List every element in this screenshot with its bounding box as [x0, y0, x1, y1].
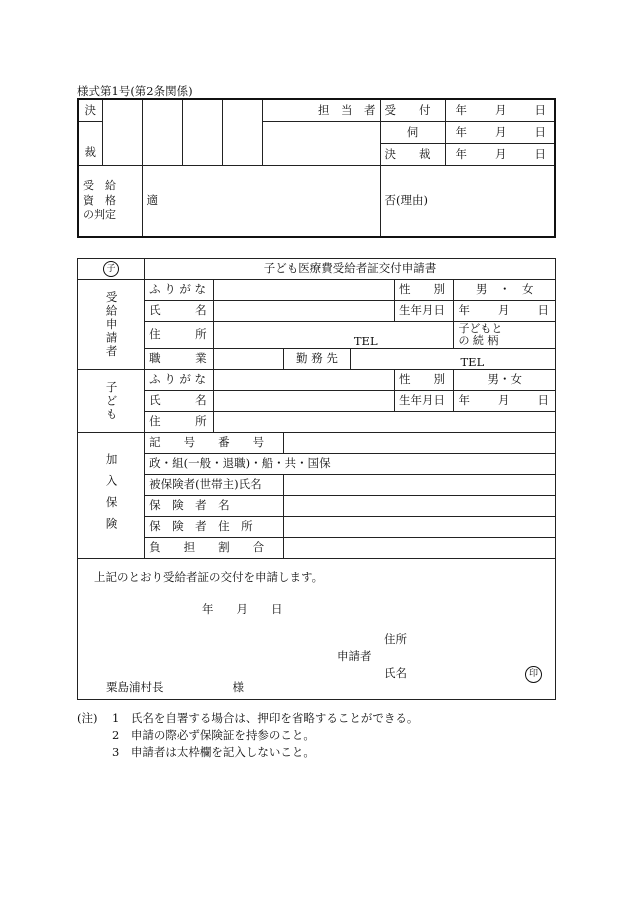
tsuki-label: 月 [498, 393, 510, 408]
uketsuke-label: 受 付 [380, 99, 445, 122]
hi-label: 日 [537, 393, 549, 408]
applicant-name-input[interactable] [213, 301, 394, 322]
child-name-input[interactable] [213, 391, 394, 412]
application-table [77, 258, 556, 700]
applicant-sex-label: 性 別 [394, 280, 453, 301]
applicant-sex-options[interactable]: 男 ・ 女 [454, 280, 556, 301]
hi-label: 日 [534, 124, 546, 139]
hokensha-address-label: 保 険 者 住 所 [145, 517, 284, 538]
workplace-input[interactable] [350, 349, 556, 370]
child-dob-input[interactable] [454, 391, 556, 412]
kessai-date[interactable] [445, 144, 555, 166]
child-symbol: 子 [78, 259, 145, 280]
applicant-furigana-input[interactable] [213, 280, 394, 301]
stamp-cell-3[interactable] [182, 99, 222, 166]
applicant-group-label: 受給申請者 [78, 280, 145, 370]
addressee: 粟島浦村長 様 [106, 680, 244, 694]
kessai-label-2: 裁 [78, 122, 102, 166]
child-furigana-label: ふ り が な [145, 370, 214, 391]
signature-name-label: 氏名 [384, 666, 407, 680]
kigo-bango-label: 記 号 番 号 [145, 433, 284, 454]
date-line[interactable]: 年 月 日 [202, 602, 283, 616]
nen-label: 年 [455, 124, 467, 139]
hokensha-address-input[interactable] [284, 517, 556, 538]
applicant-name-label: 氏 名 [145, 301, 214, 322]
hi-label: 日 [534, 146, 546, 161]
nen-label: 年 [455, 102, 467, 117]
child-sex-options[interactable]: 男・女 [454, 370, 556, 391]
ukagai-label: 伺 [380, 122, 445, 144]
applicant-dob-label: 生年月日 [394, 301, 453, 322]
nen-label: 年 [458, 303, 470, 318]
note-item: 1 氏名を自署する場合は、押印を省略することができる。 [112, 711, 419, 725]
signature-address-label: 住所 [384, 632, 407, 646]
uketsuke-date[interactable] [445, 99, 555, 122]
child-name-label: 氏 名 [145, 391, 214, 412]
notes-label: (注) [77, 711, 98, 725]
applicant-address-input[interactable] [213, 322, 454, 349]
hantei-label: 受 給 資 格 の判定 [78, 166, 142, 238]
insurance-type-options[interactable]: 政・組(一般・退職)・船・共・国保 [145, 454, 556, 475]
child-address-label: 住 所 [145, 412, 214, 433]
hokensha-name-label: 保 険 者 名 [145, 496, 284, 517]
nen-label: 年 [455, 146, 467, 161]
applicant-furigana-label: ふ り が な [145, 280, 214, 301]
tel-label: TEL [460, 354, 485, 369]
child-dob-label: 生年月日 [394, 391, 453, 412]
child-group-label: 子ども [78, 370, 145, 433]
hi-label: 日 [537, 303, 549, 318]
note-item: 3 申請者は太枠欄を記入しないこと。 [112, 745, 315, 759]
child-furigana-input[interactable] [213, 370, 394, 391]
child-sex-label: 性 別 [394, 370, 453, 391]
tsuki-label: 月 [498, 303, 510, 318]
relationship-label: 子どもと の 続 柄 [454, 322, 556, 349]
kessai-label-1: 決 [78, 99, 102, 122]
futan-input[interactable] [284, 538, 556, 559]
tanto-label: 担 当 者 [262, 99, 380, 122]
child-address-input[interactable] [213, 412, 555, 433]
tanto-stamp[interactable] [262, 122, 380, 166]
form-id: 様式第1号(第2条関係) [77, 84, 193, 98]
insurance-group-label: 加入保険 [78, 433, 145, 559]
stamp-cell-1[interactable] [102, 99, 142, 166]
tsuki-label: 月 [495, 146, 507, 161]
statement-text: 上記のとおり受給者証の交付を申請します。 [94, 570, 324, 584]
form-title: 子ども医療費受給者証交付申請書 [145, 259, 556, 280]
kigo-bango-input[interactable] [284, 433, 556, 454]
ukagai-date[interactable] [445, 122, 555, 144]
stamp-cell-2[interactable] [142, 99, 182, 166]
kessai-row-label: 決 裁 [380, 144, 445, 166]
notes-list [112, 710, 418, 761]
tsuki-label: 月 [495, 124, 507, 139]
workplace-label: 勤 務 先 [284, 349, 350, 370]
hihokensha-label: 被保険者(世帯主)氏名 [145, 475, 284, 496]
approval-table [77, 98, 556, 238]
applicant-label: 申請者 [337, 649, 372, 663]
hi-label: 日 [534, 102, 546, 117]
applicant-dob-input[interactable] [454, 301, 556, 322]
tel-label: TEL [353, 333, 378, 348]
stamp-cell-4[interactable] [222, 99, 262, 166]
applicant-address-label: 住 所 [145, 322, 214, 349]
seal-icon: 印 [525, 666, 542, 683]
hokensha-name-input[interactable] [284, 496, 556, 517]
tsuki-label: 月 [495, 102, 507, 117]
occupation-input[interactable] [213, 349, 284, 370]
teki-cell[interactable]: 適 [142, 166, 380, 238]
signature-block [78, 559, 556, 700]
occupation-label: 職 業 [145, 349, 214, 370]
hi-riyu-cell[interactable]: 否(理由) [380, 166, 555, 238]
futan-label: 負 担 割 合 [145, 538, 284, 559]
nen-label: 年 [458, 393, 470, 408]
hihokensha-input[interactable] [284, 475, 556, 496]
note-item: 2 申請の際必ず保険証を持参のこと。 [112, 728, 315, 742]
